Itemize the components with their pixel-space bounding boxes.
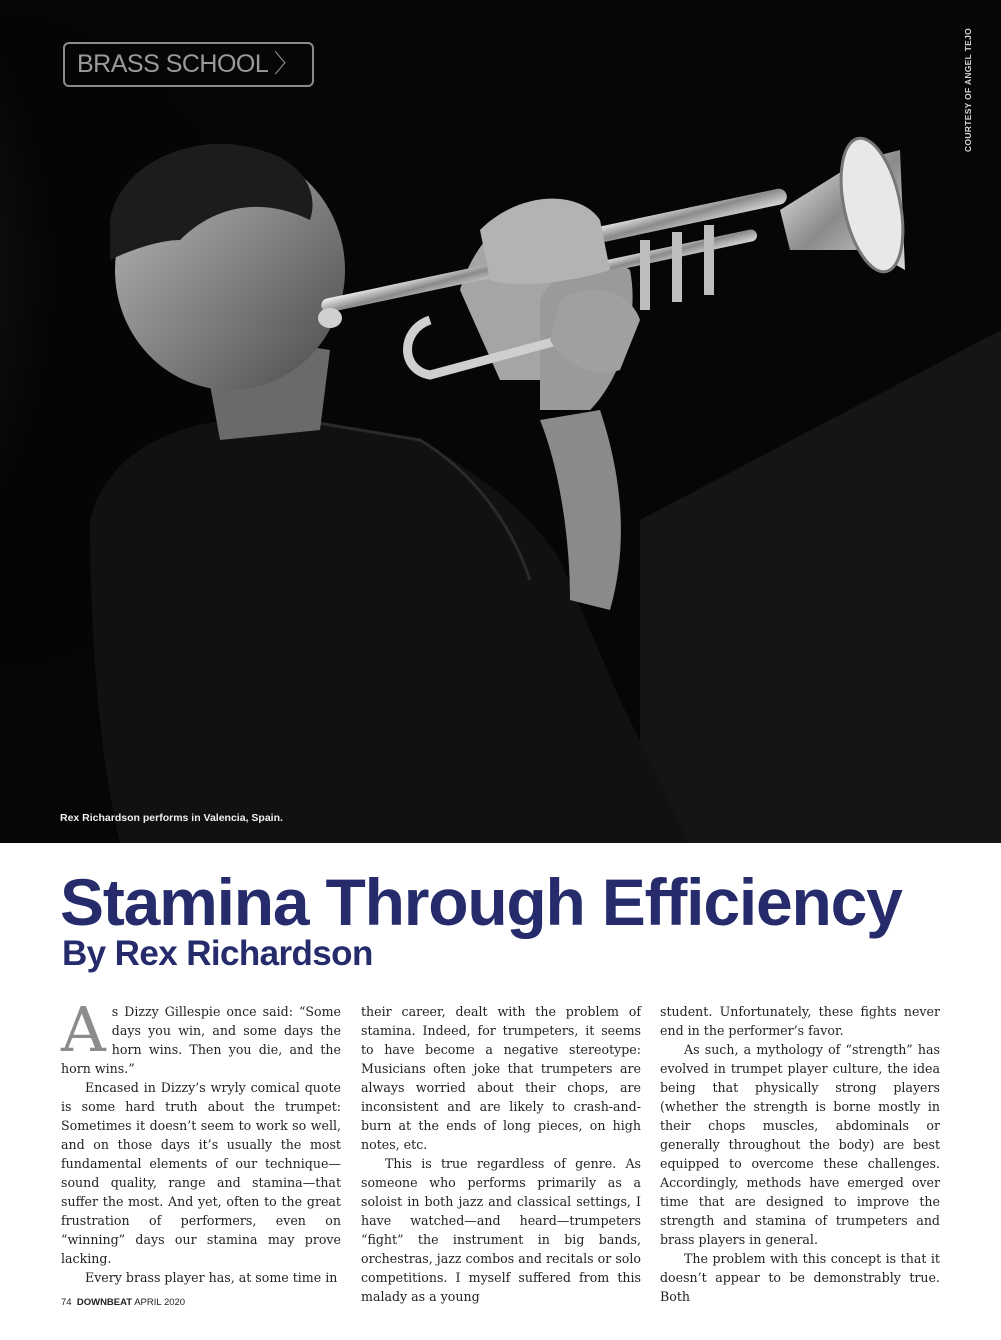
paragraph: student. Unfortunately, these fights never end in the performer’s favor. <box>660 1004 940 1038</box>
paragraph: their career, dealt with the problem of stamina. Indeed, for trumpeters, it seems to have become a negative stereotype: Musicians often joke that trumpeters are always worried about their chops, are inconsistent and are likely to crash-and-burn at the ends of long pieces, on high notes, etc. <box>361 1004 641 1152</box>
page-number: 74 <box>61 1297 72 1308</box>
article-byline: By Rex Richardson <box>62 934 373 973</box>
photo-credit-text: COURTESY OF ANGEL TEJO <box>963 27 973 152</box>
section-tag <box>63 42 314 87</box>
issue-date: APRIL 2020 <box>134 1297 186 1308</box>
section-tag-label: BRASS SCHOOL <box>77 50 268 78</box>
paragraph: The problem with this concept is that it doesn’t appear to be demonstrably true. Both <box>660 1251 940 1304</box>
body-column-2 <box>361 1002 641 1306</box>
paragraph: Every brass player has, at some time in <box>85 1270 338 1285</box>
paragraph <box>61 993 341 1078</box>
chevron-right-icon: 〉 <box>273 50 299 78</box>
magazine-name: DOWNBEAT <box>76 1297 133 1308</box>
article-title: Stamina Through Efficiency <box>60 865 902 939</box>
photo-credit <box>963 27 975 164</box>
photo-caption: Rex Richardson performs in Valencia, Spain. <box>60 812 283 824</box>
body-column-1 <box>61 993 341 1287</box>
page-footer <box>61 1297 185 1308</box>
body-column-3 <box>660 1002 940 1306</box>
paragraph: Encased in Dizzy’s wryly comical quote is some hard truth about the trumpet: Sometimes it doesn’t seem to work so well, and on those days it’s usually the most fundamental elements of our technique—sound quality, range and stamina—that suffer the most. And yet, often to the great frustration of performers, even on “winning” days our stamina may prove lacking. <box>61 1080 341 1266</box>
paragraph: This is true regardless of genre. As someone who performs primarily as a soloist in both jazz and classical settings, I have watched—and heard—trumpeters “fight” the instrument in big bands, orchestras, jazz combos and recitals or solo competitions. I myself suffered from this malady as a young <box>361 1156 641 1304</box>
paragraph-text: s Dizzy Gillespie once said: “Some days you win, and some days the horn wins. Then you die, and the horn wins.” <box>61 1004 341 1076</box>
paragraph: As such, a mythology of “strength” has evolved in trumpet player culture, the idea being that physically strong players (whether the strength is borne mostly in their chops muscles, abdominals or generally throughout the body) are best equipped to overcome these challenges. Accordingly, methods have emerged over time that are designed to improve the strength and stamina of trumpeters and brass players in general. <box>660 1042 940 1247</box>
drop-cap: A <box>61 993 106 1066</box>
